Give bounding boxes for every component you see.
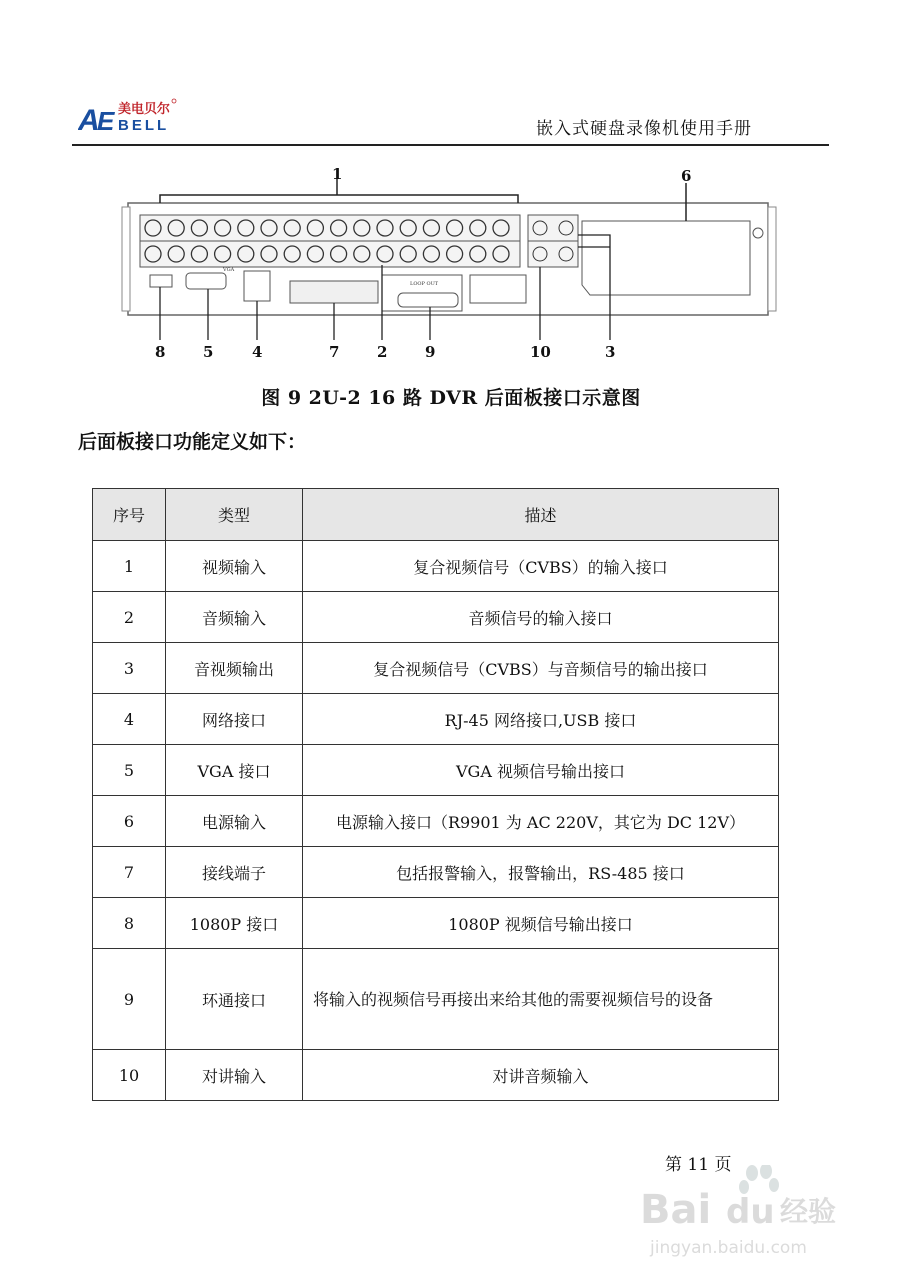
- row-type: 环通接口: [166, 949, 303, 1050]
- section-intro: 后面板接口功能定义如下：: [78, 431, 307, 453]
- svg-text:LOOP OUT: LOOP OUT: [410, 281, 439, 287]
- manual-title: 嵌入式硬盘录像机使用手册: [536, 119, 752, 139]
- svg-text:美电贝尔: 美电贝尔: [118, 102, 171, 117]
- svg-text:9: 9: [425, 343, 436, 361]
- row-description: 复合视频信号（CVBS）与音频信号的输出接口: [303, 643, 779, 694]
- svg-text:1: 1: [332, 165, 343, 183]
- figure-caption: 图 9 2U-2 16 路 DVR 后面板接口示意图: [261, 387, 641, 409]
- svg-text:8: 8: [155, 343, 166, 361]
- svg-text:Bai: Bai: [640, 1187, 712, 1233]
- row-description: 包括报警输入，报警输出，RS-485 接口: [303, 847, 779, 898]
- svg-text:du: du: [726, 1192, 775, 1232]
- svg-text:7: 7: [329, 343, 340, 361]
- svg-text:6: 6: [681, 167, 692, 185]
- row-type: 对讲输入: [166, 1050, 303, 1101]
- row-description: 复合视频信号（CVBS）的输入接口: [303, 541, 779, 592]
- svg-text:A: A: [78, 104, 100, 134]
- baidu-jingyan-watermark: [640, 1165, 860, 1265]
- dvr-rear-panel-diagram: [120, 165, 800, 365]
- svg-text:经验: 经验: [780, 1195, 837, 1228]
- svg-text:5: 5: [203, 343, 214, 361]
- row-type: 电源输入: [166, 796, 303, 847]
- row-type: VGA 接口: [166, 745, 303, 796]
- row-number: 1: [93, 541, 166, 592]
- row-type: 音频输入: [166, 592, 303, 643]
- row-description: VGA 视频信号输出接口: [303, 745, 779, 796]
- svg-text:jingyan.baidu.com: jingyan.baidu.com: [650, 1238, 807, 1258]
- table-row: [93, 1050, 779, 1101]
- interface-definition-table: [92, 488, 779, 1101]
- table-row: [93, 541, 779, 592]
- row-description: RJ-45 网络接口,USB 接口: [303, 694, 779, 745]
- table-row: [93, 847, 779, 898]
- row-number: 2: [93, 592, 166, 643]
- row-number: 6: [93, 796, 166, 847]
- row-description: 对讲音频输入: [303, 1050, 779, 1101]
- svg-text:VGA: VGA: [223, 267, 235, 273]
- row-description: 音频信号的输入接口: [303, 592, 779, 643]
- aebell-logo: [78, 96, 178, 134]
- row-type: 音视频输出: [166, 643, 303, 694]
- row-number: 5: [93, 745, 166, 796]
- row-number: 9: [93, 949, 166, 1050]
- row-type: 网络接口: [166, 694, 303, 745]
- row-type: 1080P 接口: [166, 898, 303, 949]
- header-divider: [72, 144, 829, 146]
- table-row: [93, 949, 779, 1050]
- row-type: 视频输入: [166, 541, 303, 592]
- table-row: [93, 592, 779, 643]
- svg-text:E: E: [97, 106, 115, 134]
- table-row: [93, 898, 779, 949]
- table-row: [93, 796, 779, 847]
- table-row: [93, 745, 779, 796]
- row-description: 电源输入接口（R9901 为 AC 220V，其它为 DC 12V）: [303, 796, 779, 847]
- table-row: [93, 694, 779, 745]
- table-row: [93, 643, 779, 694]
- col-header-number: 序号: [93, 489, 166, 541]
- page-number: 第 11 页: [665, 1155, 732, 1175]
- svg-text:10: 10: [530, 343, 551, 361]
- row-number: 7: [93, 847, 166, 898]
- row-number: 10: [93, 1050, 166, 1101]
- svg-text:2: 2: [377, 343, 388, 361]
- row-number: 4: [93, 694, 166, 745]
- row-number: 8: [93, 898, 166, 949]
- table-header-row: [93, 489, 779, 541]
- row-number: 3: [93, 643, 166, 694]
- svg-text:4: 4: [252, 343, 263, 361]
- col-header-description: 描述: [303, 489, 779, 541]
- row-description: 将输入的视频信号再接出来给其他的需要视频信号的设备: [303, 949, 779, 1050]
- svg-text:3: 3: [605, 343, 616, 361]
- row-description: 1080P 视频信号输出接口: [303, 898, 779, 949]
- col-header-type: 类型: [166, 489, 303, 541]
- row-type: 接线端子: [166, 847, 303, 898]
- svg-text:BELL: BELL: [118, 117, 170, 134]
